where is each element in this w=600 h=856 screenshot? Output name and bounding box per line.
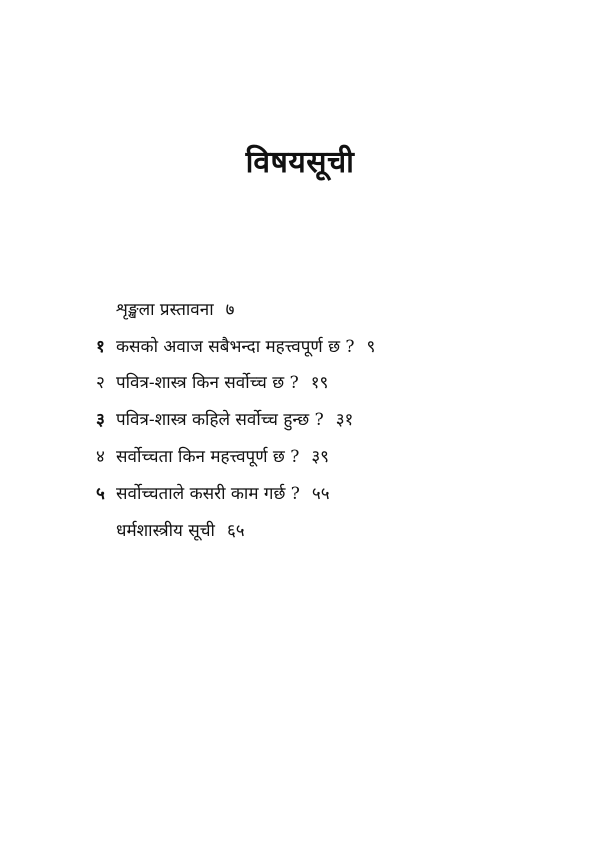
- toc-entry-title: सर्वोच्चता किन महत्त्वपूर्ण छ ?: [116, 447, 300, 468]
- toc-entry-chapter-1: [96, 327, 556, 364]
- toc-entry-title: धर्मशास्त्रीय सूची: [116, 520, 215, 541]
- toc-entry-page: ३९: [311, 447, 330, 468]
- toc-entry-chapter-5: [96, 474, 556, 511]
- toc-entry-series-preface: [96, 290, 556, 327]
- toc-entry-number: ४: [96, 447, 105, 468]
- toc-entry-theological-index: [96, 511, 556, 548]
- page-title: विषयसूची: [245, 145, 355, 180]
- toc-entry-title: सर्वोच्चताले कसरी काम गर्छ ?: [116, 483, 300, 504]
- toc-entry-number: ५: [96, 483, 105, 504]
- toc-entry-page: ७: [225, 299, 235, 320]
- toc-entry-title: पवित्र-शास्त्र कहिले सर्वोच्च हुन्छ ?: [116, 410, 324, 431]
- toc-entry-page: १९: [310, 373, 329, 394]
- toc-entry-title: पवित्र-शास्त्र किन सर्वोच्च छ ?: [116, 373, 299, 394]
- toc-entry-number: १: [96, 336, 105, 357]
- toc-entry-page: ३१: [335, 410, 354, 431]
- toc-entry-page: ५५: [311, 483, 330, 504]
- toc-entry-number: ३: [96, 410, 105, 431]
- toc-entry-title: कसको अवाज सबैभन्दा महत्त्वपूर्ण छ ?: [116, 336, 355, 357]
- toc-entry-page: ६५: [226, 520, 245, 541]
- toc-entry-number: २: [96, 373, 105, 394]
- table-of-contents: [96, 290, 556, 548]
- toc-entry-chapter-4: [96, 437, 556, 474]
- toc-entry-chapter-2: [96, 364, 556, 401]
- toc-entry-chapter-3: [96, 400, 556, 437]
- toc-entry-title: शृङ्खला प्रस्तावना: [116, 299, 214, 320]
- toc-entry-page: ९: [366, 336, 376, 357]
